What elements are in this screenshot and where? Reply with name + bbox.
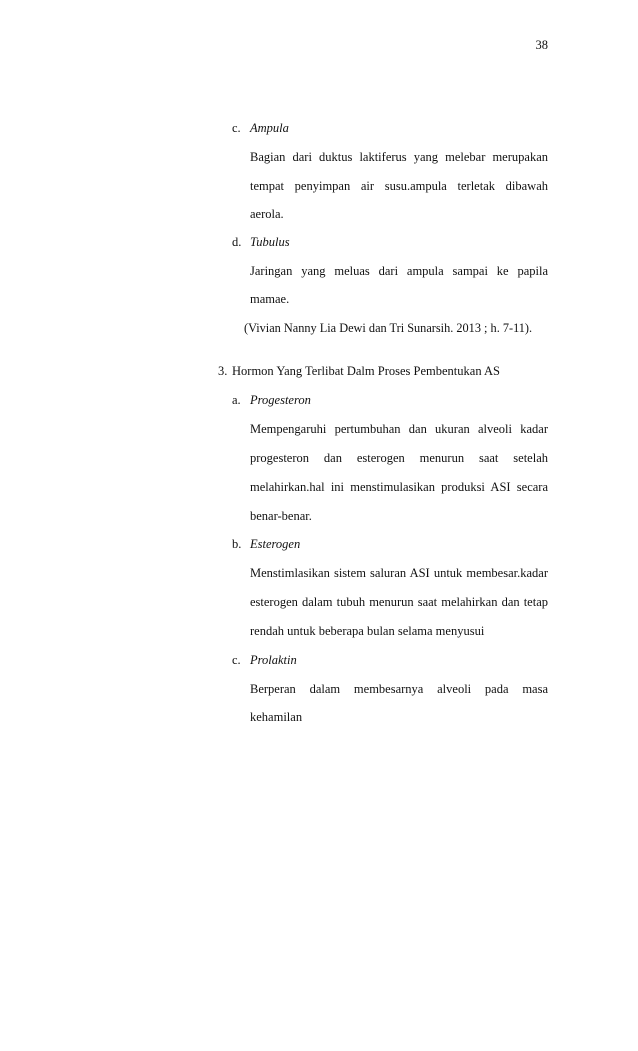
page-number: 38 — [535, 38, 548, 52]
progesteron-line-3: melahirkan.hal ini menstimulasikan produksi ASI secara — [250, 480, 548, 494]
esterogen-line-2: esterogen dalam tubuh menurun saat melahirkan dan tetap — [250, 595, 548, 609]
progesteron-marker: a. — [232, 393, 241, 407]
progesteron-line-2: progesteron dan esterogen menurun saat setelah — [250, 451, 548, 465]
citation: (Vivian Nanny Lia Dewi dan Tri Sunarsih. 2013 ; h. 7-11). — [244, 321, 533, 335]
ampula-title: Ampula — [250, 121, 289, 135]
prolaktin-title: Prolaktin — [250, 653, 297, 667]
esterogen-title: Esterogen — [250, 537, 301, 551]
progesteron-line-1: Mempengaruhi pertumbuhan dan ukuran alveoli kadar — [250, 422, 548, 436]
progesteron-line-4: benar-benar. — [250, 509, 312, 523]
tubulus-marker: d. — [232, 235, 242, 249]
tubulus-title: Tubulus — [250, 235, 290, 249]
ampula-line-2: tempat penyimpan air susu.ampula terletak dibawah — [250, 179, 548, 193]
prolaktin-marker: c. — [232, 653, 241, 667]
prolaktin-line-2: kehamilan — [250, 710, 303, 724]
ampula-line-3: aerola. — [250, 207, 284, 221]
prolaktin-line-1: Berperan dalam membesarnya alveoli pada masa — [250, 682, 548, 696]
esterogen-marker: b. — [232, 537, 242, 551]
tubulus-line-1: Jaringan yang meluas dari ampula sampai ke papila — [250, 264, 548, 278]
section-3-heading: Hormon Yang Terlibat Dalm Proses Pembentukan AS — [232, 364, 500, 378]
ampula-line-1: Bagian dari duktus laktiferus yang melebar merupakan — [250, 150, 548, 164]
tubulus-line-2: mamae. — [250, 292, 290, 306]
progesteron-title: Progesteron — [250, 393, 311, 407]
section-3-marker: 3. — [218, 364, 228, 378]
ampula-marker: c. — [232, 121, 241, 135]
esterogen-line-3: rendah untuk beberapa bulan selama menyusui — [250, 624, 485, 638]
esterogen-line-1: Menstimlasikan sistem saluran ASI untuk membesar.kadar — [250, 566, 548, 580]
